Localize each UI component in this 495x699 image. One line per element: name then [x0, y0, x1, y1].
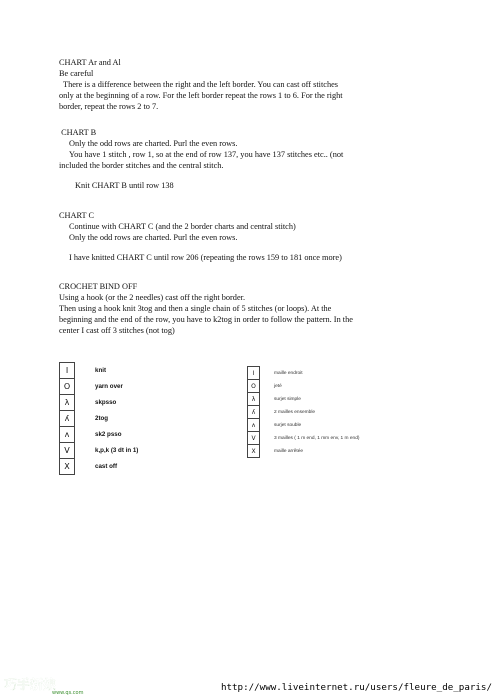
section-chart-ar-al: [59, 57, 439, 112]
paragraph-line: Only the odd rows are charted. Purl the even rows.: [69, 139, 238, 148]
skpsso-symbol-icon: λ: [248, 393, 260, 406]
paragraph-line: border, repeat the rows 2 to 7.: [59, 102, 159, 111]
yarn-over-symbol-icon: O: [60, 379, 75, 395]
section-crochet-bind-off: [59, 281, 439, 336]
legend-row: [60, 411, 139, 427]
section-title: CHART B: [59, 128, 97, 137]
paragraph-line: beginning and the end of the row, you have to k2tog in order to follow the pattern. In the: [59, 315, 353, 324]
logo-text: 巧手新娘: [4, 678, 57, 693]
legend-label: 2 mailles ensemble: [274, 409, 316, 415]
cast-off-symbol-icon: X: [248, 445, 260, 458]
two-tog-symbol-icon: ʎ: [60, 411, 75, 427]
legend-label: maille endroit: [274, 370, 303, 376]
paragraph-line: Continue with CHART C (and the 2 border charts and central stitch): [69, 222, 296, 231]
kpk-symbol-icon: V: [60, 443, 75, 459]
section-title: CHART Ar and Al: [59, 58, 121, 67]
section-title: CROCHET BIND OFF: [59, 282, 138, 291]
legend-label: sk2 psso: [95, 431, 122, 438]
section-chart-c: [59, 210, 439, 263]
legend-french: [247, 366, 361, 458]
paragraph-line: There is a difference between the right and the left border. You can cast off stitches: [59, 80, 339, 89]
legend-label: maille arrêtée: [274, 448, 304, 454]
legend-row: [248, 406, 361, 419]
legend-row: [248, 445, 361, 458]
paragraph-line: Only the odd rows are charted. Purl the even rows.: [69, 233, 238, 242]
legend-row: [248, 432, 361, 445]
legend-row: [248, 367, 361, 380]
paragraph-line: included the border stitches and the central stitch.: [59, 161, 224, 170]
two-tog-symbol-icon: ʎ: [248, 406, 260, 419]
legend-row: [248, 419, 361, 432]
sk2psso-symbol-icon: ʌ: [60, 427, 75, 443]
paragraph-line: Then using a hook knit 3tog and then a single chain of 5 stitches (or loops). At the: [59, 304, 332, 313]
warning-text: Be careful: [59, 69, 94, 78]
yarn-over-symbol-icon: O: [248, 380, 260, 393]
paragraph-line: center I cast off 3 stitches (not tog): [59, 326, 175, 335]
legend-label: 2tog: [95, 415, 109, 422]
sk2psso-symbol-icon: ʌ: [248, 419, 260, 432]
source-url[interactable]: http://www.liveinternet.ru/users/fleure_de_paris/: [220, 682, 492, 693]
paragraph-line: only at the beginning of a row. For the left border repeat the rows 1 to 6. For the right: [59, 91, 343, 100]
legend-label: k,p,k (3 dt in 1): [95, 447, 139, 454]
knit-symbol-icon: I: [248, 367, 260, 380]
legend-row: [60, 427, 139, 443]
legend-label: surjet souble: [274, 422, 302, 428]
section-title: CHART C: [59, 211, 95, 220]
legend-label: jeté: [274, 383, 282, 389]
paragraph-line: You have 1 stitch , row 1, so at the end of row 137, you have 137 stitches etc.. (not: [69, 150, 344, 159]
legend-row: [60, 395, 139, 411]
legend-label: yarn over: [95, 383, 123, 390]
knitted-note: I have knitted CHART C until row 206 (repeating the rows 159 to 181 once more): [69, 253, 342, 262]
cast-off-symbol-icon: X: [60, 459, 75, 475]
knit-symbol-icon: I: [60, 363, 75, 379]
legend-label: cast off: [95, 463, 118, 470]
site-logo: [2, 674, 94, 696]
legend-row: [60, 363, 139, 379]
section-chart-b: [59, 127, 439, 191]
legend-row: [248, 393, 361, 406]
logo-site-text: www.qs.com: [52, 690, 84, 696]
legend-label: surjet simple: [274, 396, 301, 402]
legend-row: [60, 443, 139, 459]
kpk-symbol-icon: V: [248, 432, 260, 445]
legend-row: [60, 379, 139, 395]
legend-row: [248, 380, 361, 393]
skpsso-symbol-icon: λ: [60, 395, 75, 411]
legend-row: [60, 459, 139, 475]
knit-note: Knit CHART B until row 138: [75, 181, 174, 190]
legend-label: skpsso: [95, 399, 117, 406]
paragraph-line: Using a hook (or the 2 needles) cast off the right border.: [59, 293, 246, 302]
legend-english: [59, 362, 139, 475]
legend-label: knit: [95, 367, 107, 374]
legend-label: 3 mailles ( 1 m end, 1 mm env, 1 m end): [274, 435, 360, 441]
